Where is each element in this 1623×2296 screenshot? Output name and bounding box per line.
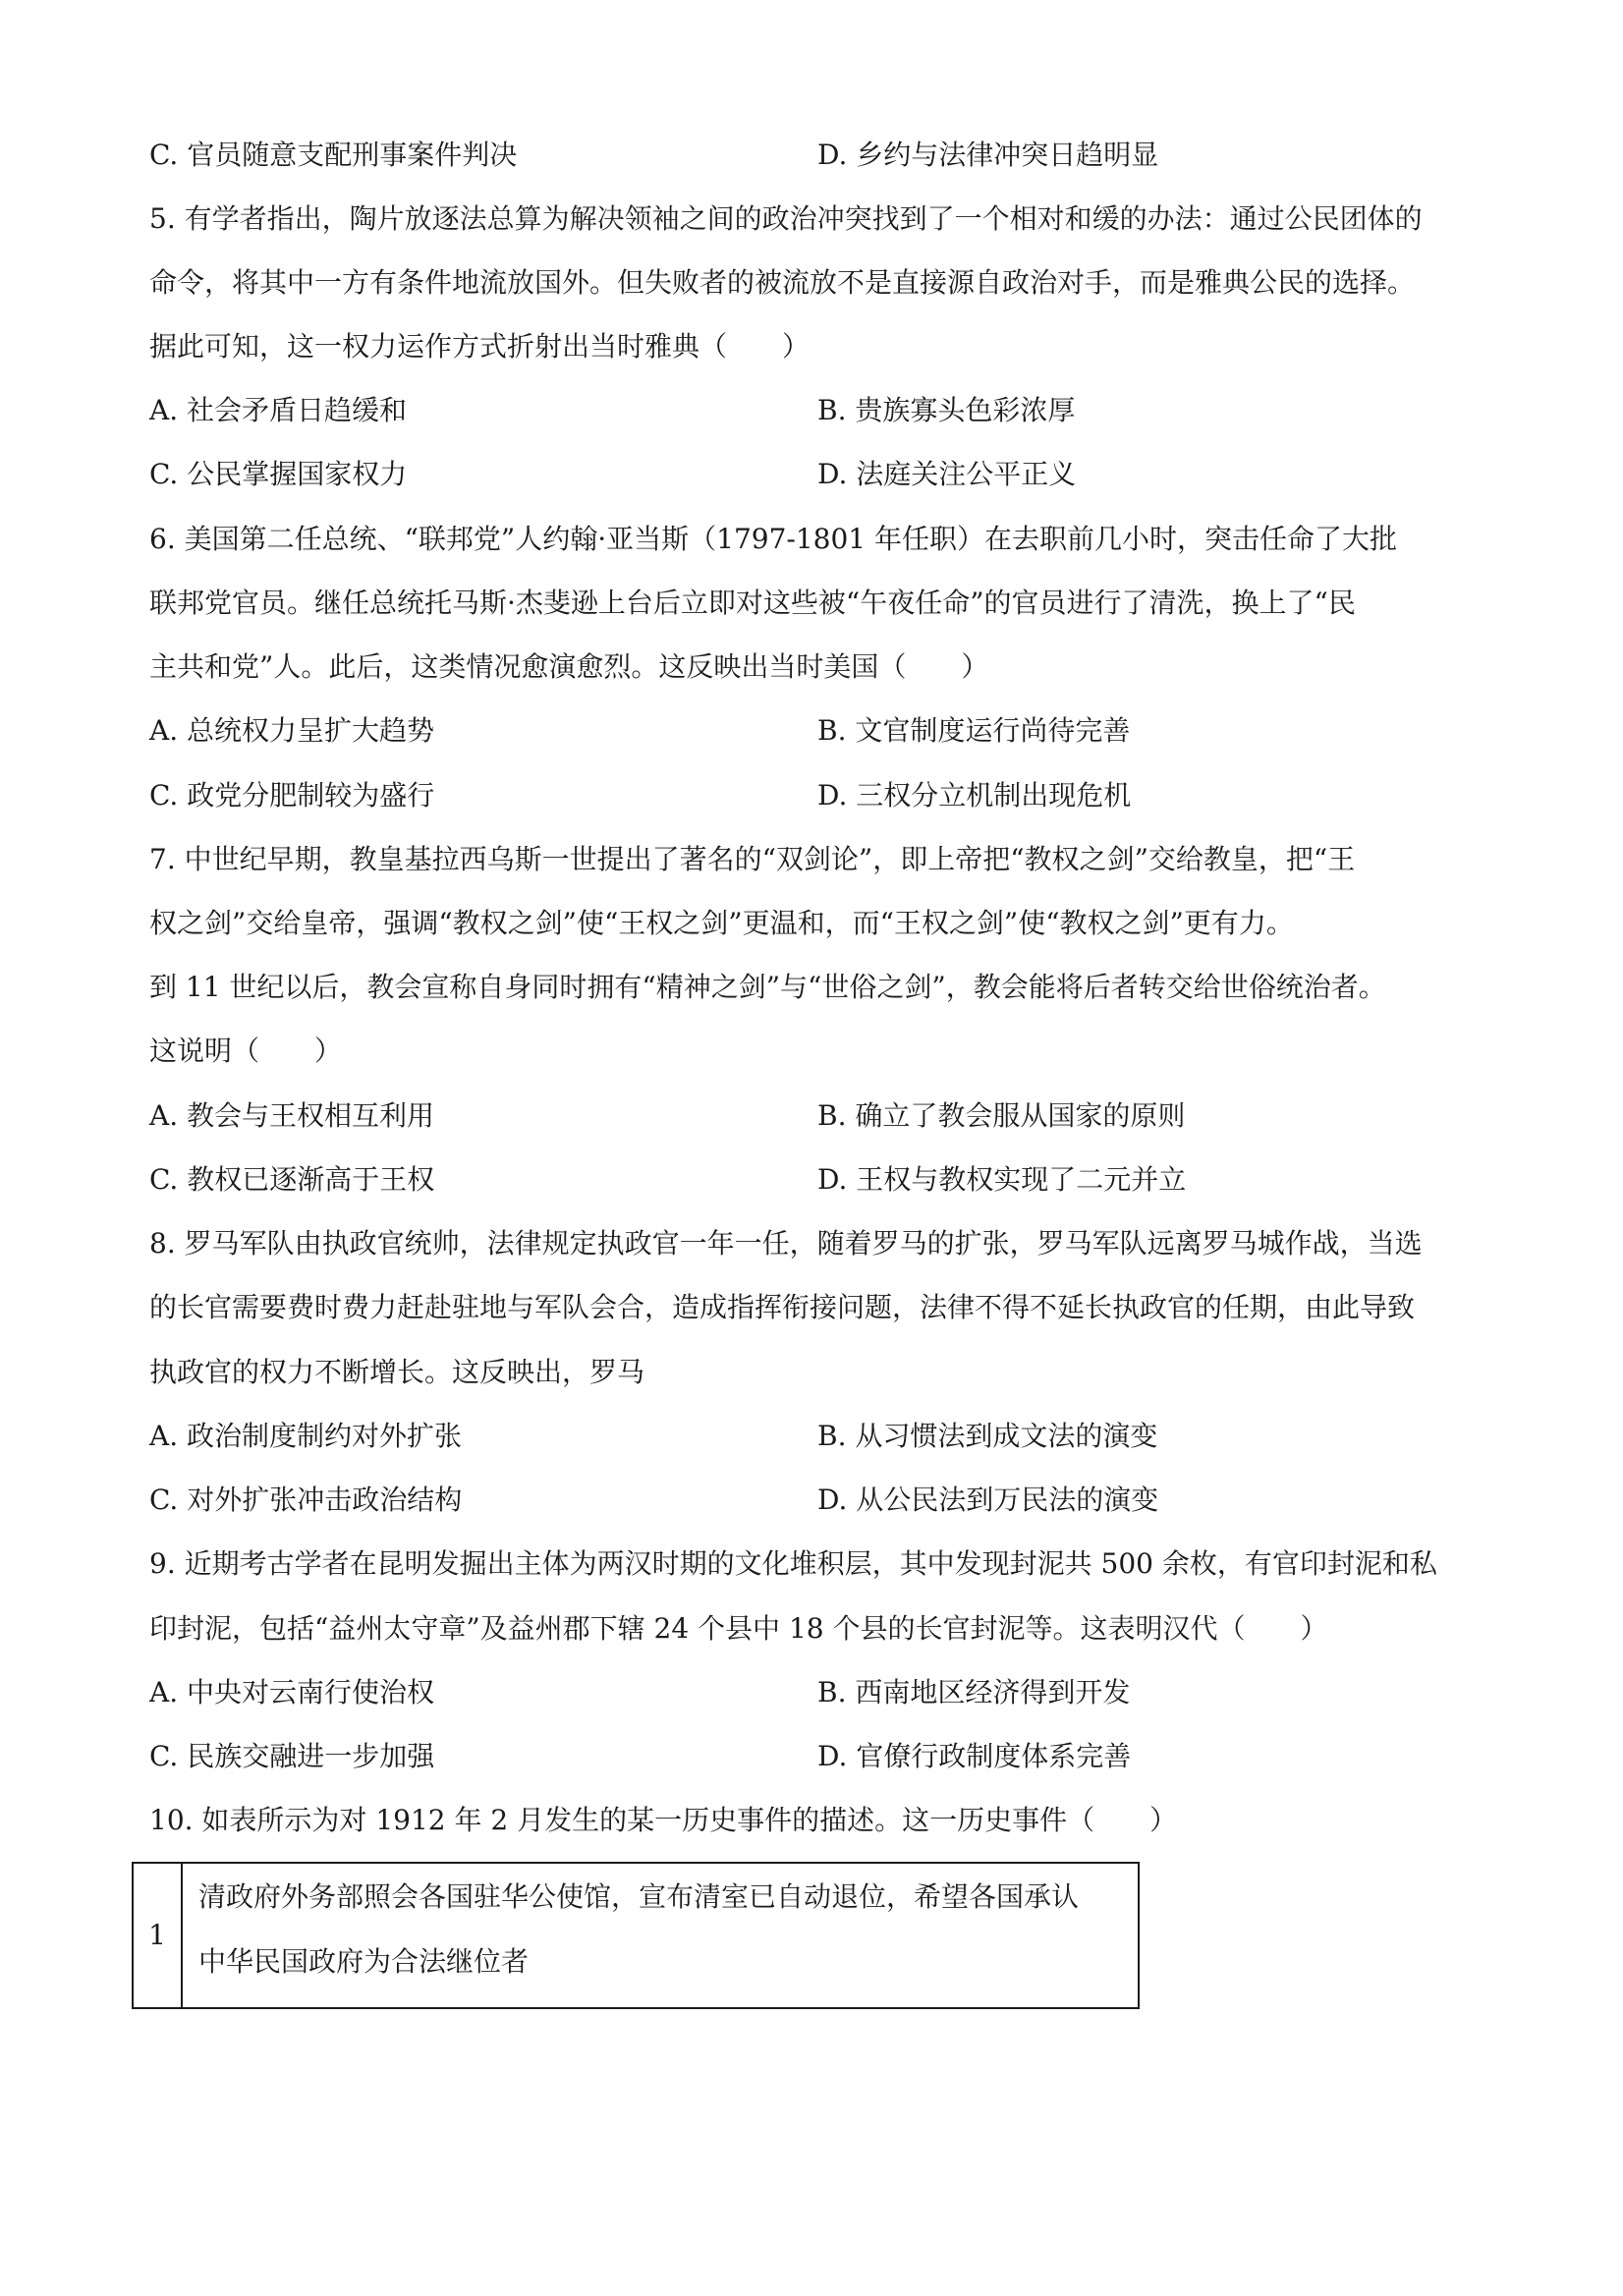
q6-stem-line-3: 主共和党”人。此后，这类情况愈演愈烈。这反映出当时美国（ ） bbox=[149, 650, 989, 683]
q7-option-c: C. 教权已逐渐高于王权 bbox=[149, 1163, 435, 1196]
q9-option-a: A. 中央对云南行使治权 bbox=[149, 1676, 435, 1708]
table-row-index: 1 bbox=[134, 1864, 183, 2007]
table-cell-line-1: 清政府外务部照会各国驻华公使馆，宣布清室已自动退位，希望各国承认 bbox=[198, 1880, 1080, 1913]
q9-option-c: C. 民族交融进一步加强 bbox=[149, 1740, 435, 1772]
q8-stem-line-2: 的长官需要费时费力赶赴驻地与军队会合，造成指挥衔接问题，法律不得不延长执政官的任期，由此导致 bbox=[149, 1291, 1416, 1323]
q6-stem-line-1: 6. 美国第二任总统、“联邦党”人约翰·亚当斯（1797-1801 年任职）在去职前几小时，突击任命了大批 bbox=[149, 523, 1398, 555]
q7-stem-line-4: 这说明（ ） bbox=[149, 1035, 343, 1067]
q8-stem-line-1: 8. 罗马军队由执政官统帅，法律规定执政官一年一任，随着罗马的扩张，罗马军队远离罗马城作战，当选 bbox=[149, 1227, 1423, 1260]
q5-option-d: D. 法庭关注公平正义 bbox=[817, 458, 1077, 490]
table-cell-line-2: 中华民国政府为合法继位者 bbox=[198, 1945, 530, 1978]
q6-stem-line-2: 联邦党官员。继任总统托马斯·杰斐逊上台后立即对这些被“午夜任命”的官员进行了清洗，换上了“民 bbox=[149, 587, 1356, 619]
q8-option-d: D. 从公民法到万民法的演变 bbox=[817, 1484, 1159, 1516]
q5-option-a: A. 社会矛盾日趋缓和 bbox=[149, 394, 408, 426]
q5-option-c: C. 公民掌握国家权力 bbox=[149, 458, 408, 490]
q8-stem-line-3: 执政官的权力不断增长。这反映出，罗马 bbox=[149, 1356, 645, 1388]
q5-option-b: B. 贵族寡头色彩浓厚 bbox=[817, 394, 1076, 426]
q5-stem-line-3: 据此可知，这一权力运作方式折射出当时雅典（ ） bbox=[149, 330, 811, 363]
q6-option-c: C. 政党分肥制较为盛行 bbox=[149, 779, 435, 812]
q4-option-c: C. 官员随意支配刑事案件判决 bbox=[149, 139, 518, 171]
q7-stem-line-3: 到 11 世纪以后，教会宣称自身同时拥有“精神之剑”与“世俗之剑”，教会能将后者转交给世俗统治者。 bbox=[149, 971, 1386, 1003]
q9-stem-line-2: 印封泥，包括“益州太守章”及益州郡下辖 24 个县中 18 个县的长官封泥等。这表明汉代（ ） bbox=[149, 1612, 1328, 1645]
q8-option-c: C. 对外扩张冲击政治结构 bbox=[149, 1484, 463, 1516]
q7-stem-line-2: 权之剑”交给皇帝，强调“教权之剑”使“王权之剑”更温和，而“王权之剑”使“教权之剑”更有力。 bbox=[149, 907, 1294, 939]
q8-option-a: A. 政治制度制约对外扩张 bbox=[149, 1420, 463, 1452]
q6-option-b: B. 文官制度运行尚待完善 bbox=[817, 714, 1131, 747]
q5-stem-line-2: 命令，将其中一方有条件地流放国外。但失败者的被流放不是直接源自政治对手，而是雅典公民的选择。 bbox=[149, 266, 1416, 299]
q6-option-d: D. 三权分立机制出现危机 bbox=[817, 779, 1132, 812]
event-table bbox=[132, 1862, 1140, 2009]
q6-option-a: A. 总统权力呈扩大趋势 bbox=[149, 714, 435, 747]
q9-option-d: D. 官僚行政制度体系完善 bbox=[817, 1740, 1132, 1772]
q7-option-b: B. 确立了教会服从国家的原则 bbox=[817, 1099, 1186, 1132]
q8-option-b: B. 从习惯法到成文法的演变 bbox=[817, 1420, 1158, 1452]
q7-option-a: A. 教会与王权相互利用 bbox=[149, 1099, 435, 1132]
q5-stem-line-1: 5. 有学者指出，陶片放逐法总算为解决领袖之间的政治冲突找到了一个相对和缓的办法：通过公民团体的 bbox=[149, 202, 1423, 235]
q7-option-d: D. 王权与教权实现了二元并立 bbox=[817, 1163, 1187, 1196]
q9-stem-line-1: 9. 近期考古学者在昆明发掘出主体为两汉时期的文化堆积层，其中发现封泥共 500 余枚，有官印封泥和私 bbox=[149, 1547, 1437, 1580]
q9-option-b: B. 西南地区经济得到开发 bbox=[817, 1676, 1131, 1708]
q7-stem-line-1: 7. 中世纪早期，教皇基拉西乌斯一世提出了著名的“双剑论”，即上帝把“教权之剑”交给教皇，把“王 bbox=[149, 843, 1356, 875]
q10-stem-line-1: 10. 如表所示为对 1912 年 2 月发生的某一历史事件的描述。这一历史事件（ ） bbox=[149, 1804, 1178, 1836]
q4-option-d: D. 乡约与法律冲突日趋明显 bbox=[817, 139, 1159, 171]
